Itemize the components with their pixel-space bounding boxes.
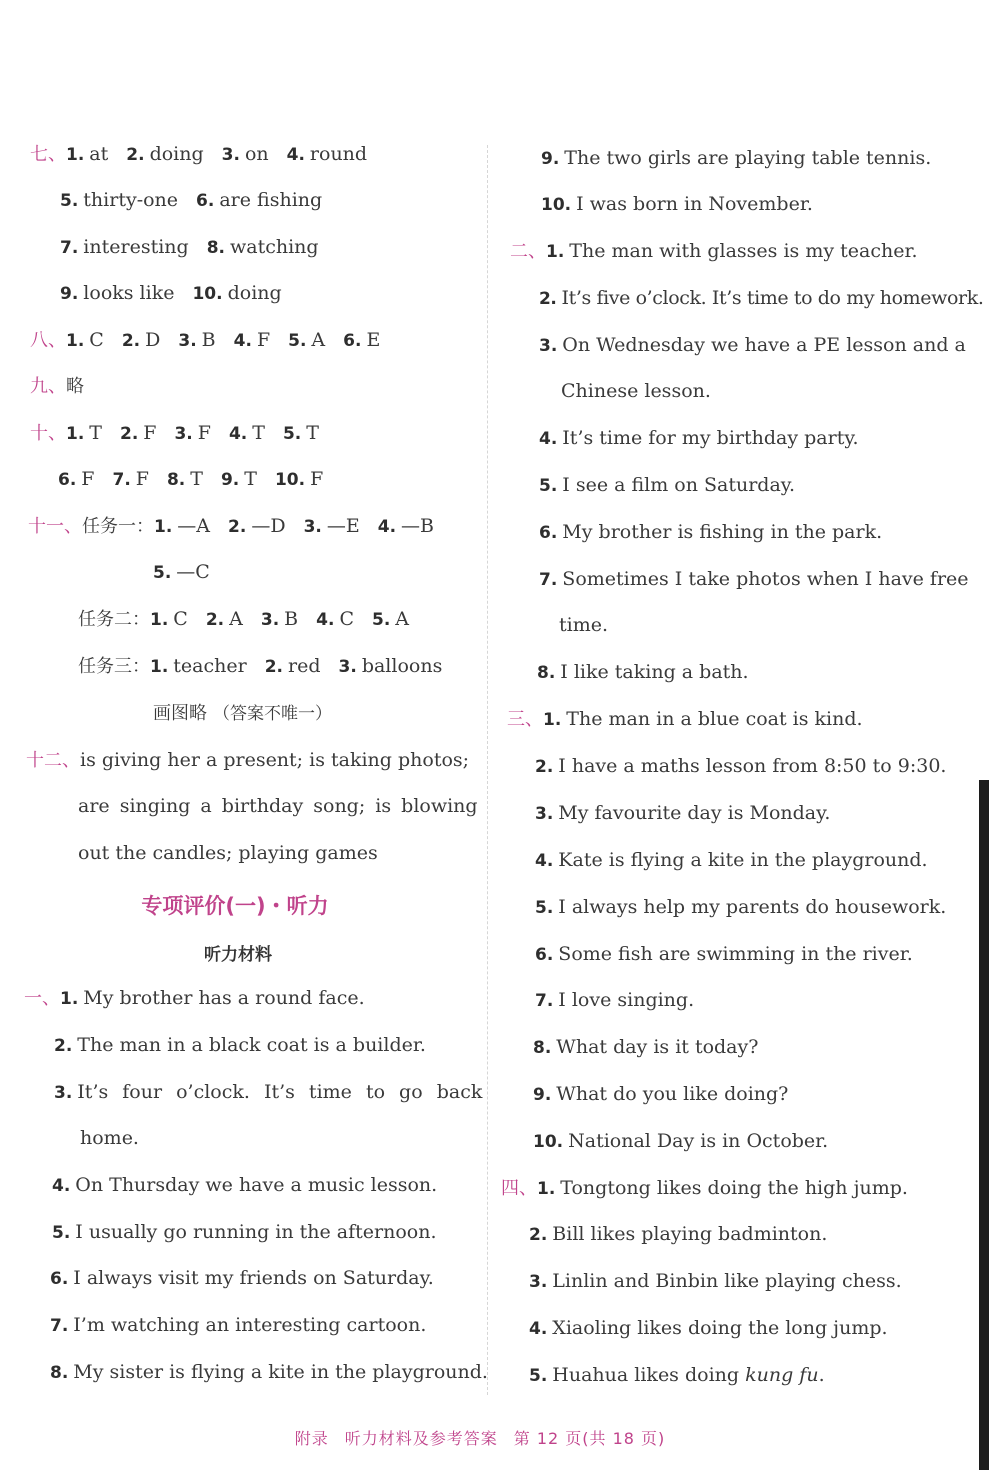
listen4-item-4 [529,1316,888,1341]
item-number: 6. [343,331,362,351]
q11-task3-line [78,654,460,679]
sentence-text: My brother is fishing in the park. [562,521,883,543]
sentence-text: It’s five o’clock. It’s time to do my homework. [561,287,984,309]
q11-task2-line [78,607,427,632]
item-number: 4. [377,517,397,537]
q10-line-1 [30,421,337,446]
listen1-item-5 [52,1220,437,1245]
item-number: 4. [535,851,554,871]
item-number: 10. [541,195,572,215]
answer-text: —E [326,515,360,537]
answer-text: out the candles; playing games [78,842,378,864]
answer-text: doing [227,282,282,304]
q12-line-2 [78,794,478,818]
section-mark: 四、 [501,1178,537,1199]
listen3-item-8 [533,1035,758,1060]
sentence-text: I have a maths lesson from 8:50 to 9:30. [558,755,947,777]
item-number: 8. [166,470,186,490]
italic-term: kung fu [745,1364,819,1386]
answer-text: F [135,468,149,490]
item-number: 4. [529,1319,548,1339]
answer-text: T [306,422,319,444]
item-number: 5. [371,610,391,630]
answer-text: A [311,329,326,351]
q7-line-3 [60,235,337,260]
answer-text: interesting [83,236,189,258]
item-number: 9. [541,149,560,169]
item-number: 9. [220,470,240,490]
listen1-item-10 [541,192,813,217]
item-number: 1. [543,710,562,730]
item-number: 2. [529,1225,548,1245]
listen3-item-2 [535,754,946,779]
q7-line-2 [60,188,340,213]
listen3-item-10 [533,1129,828,1154]
listen1-item-1 [24,986,365,1011]
listen3-item-3 [535,801,830,826]
item-number: 1. [66,424,85,444]
sentence-text: home. [80,1127,139,1149]
answer-text: C [173,608,188,630]
section-mark: 十一、 [28,516,82,537]
q9-line [30,374,84,399]
item-number: 3. [539,336,558,356]
task-label: 任务三： [78,656,150,677]
item-number: 10. [533,1132,564,1152]
answer-text: F [143,422,157,444]
answer-text: F [81,468,95,490]
item-number: 4. [228,424,248,444]
answer-note: （答案不唯一） [213,704,333,724]
item-number: 3. [178,331,197,351]
listen1-item-3 [54,1080,482,1105]
drawing-note: 画图略 [153,703,207,724]
answer-text: on [244,143,269,165]
sentence-end: . [818,1364,825,1386]
sentence-text: What day is it today? [556,1036,759,1058]
sentence-text: I love singing. [558,989,695,1011]
item-number: 1. [150,657,169,677]
answer-text: thirty-one [83,189,179,211]
item-number: 10. [192,284,223,304]
item-number: 9. [533,1085,552,1105]
item-number: 5. [288,331,307,351]
listen1-item-3-cont [80,1126,139,1150]
item-number: 1. [546,242,565,262]
item-number: 3. [221,145,240,165]
item-number: 2. [264,657,284,677]
q7-line-4 [60,281,300,306]
item-number: 7. [539,570,558,590]
answer-text: B [284,608,299,630]
listen3-item-7 [535,988,694,1013]
item-number: 4. [539,429,558,449]
item-number: 3. [535,804,554,824]
item-number: 6. [535,945,554,965]
sentence-text: I always help my parents do housework. [558,896,947,918]
section-mark: 三、 [507,709,543,730]
item-number: 1. [154,517,173,537]
answer-text: doing [149,143,204,165]
column-divider [487,145,488,1395]
item-number: 5. [535,898,554,918]
q11-task1-line-1 [28,514,452,539]
listen3-item-1 [507,707,863,732]
listen2-item-3-cont [561,379,711,403]
item-number: 1. [537,1179,556,1199]
listen1-item-8 [50,1360,488,1385]
answer-text: B [201,329,216,351]
sentence-text: On Thursday we have a music lesson. [75,1174,438,1196]
section-mark: 二、 [510,241,546,262]
sentence-text: Some fish are swimming in the river. [558,943,913,965]
answer-text: F [197,422,211,444]
item-number: 1. [66,331,85,351]
sentence-text: Sometimes I take photos when I have free [562,568,969,590]
sentence-text: I usually go running in the afternoon. [75,1221,437,1243]
listen4-item-1 [501,1176,908,1201]
listen3-item-6 [535,942,913,967]
sentence-text: The man in a blue coat is kind. [566,708,863,730]
sentence-text: My brother has a round face. [83,987,365,1009]
q7-line-1 [30,142,385,167]
item-number: 8. [533,1038,552,1058]
answer-text: C [339,608,354,630]
sentence-text: Tongtong likes doing the high jump. [560,1177,908,1199]
listen2-item-8 [537,660,749,685]
answer-text: balloons [361,655,443,677]
item-number: 4. [52,1176,71,1196]
answer-text: red [288,655,321,677]
sentence-text: My favourite day is Monday. [558,802,831,824]
item-number: 2. [205,610,225,630]
item-number: 2. [535,757,554,777]
sentence-text: It’s time for my birthday party. [562,427,859,449]
sentence-text: What do you like doing? [556,1083,789,1105]
sentence-text: The man with glasses is my teacher. [569,240,918,262]
item-number: 6. [196,191,215,211]
q12-line-1 [26,748,469,773]
listen4-item-2 [529,1222,827,1247]
sentence-text: Xiaoling likes doing the long jump. [552,1317,888,1339]
item-number: 1. [60,989,79,1009]
answer-text: teacher [173,655,247,677]
item-number: 3. [174,424,193,444]
answer-text: C [89,329,104,351]
q12-line-3 [78,841,378,865]
answer-text: —C [176,561,210,583]
section-mark: 七、 [30,144,66,165]
item-number: 1. [150,610,169,630]
answer-text: —D [251,515,286,537]
page-footer [0,1426,960,1449]
listen2-item-5 [539,473,795,498]
scan-edge [979,780,989,1470]
item-number: 5. [52,1223,71,1243]
listen1-item-9 [541,146,931,171]
answer-text: looks like [83,282,175,304]
sentence-text: It’s four o’clock. It’s time to go back [77,1081,483,1103]
section-mark: 八、 [30,330,66,351]
sentence-text: Linlin and Binbin like playing chess. [552,1270,902,1292]
q8-line [30,328,398,353]
section-mark: 十、 [30,423,66,444]
answer-text: is giving her a present; is taking photos; [80,749,470,771]
item-number: 5. [539,476,558,496]
listen4-item-5 [529,1363,825,1388]
footer-title: 听力材料及参考答案 [344,1429,498,1448]
sentence-text: I’m watching an interesting cartoon. [73,1314,427,1336]
item-number: 2. [119,424,139,444]
sentence-text: Chinese lesson. [561,380,711,402]
item-number: 2. [54,1036,73,1056]
section-title: 专项评价(一)・听力 [141,894,329,918]
item-number: 4. [316,610,335,630]
listen2-item-6 [539,520,882,545]
answer-text: are fishing [219,189,323,211]
q10-line-2 [58,467,341,492]
q11-drawing-line [153,701,332,726]
sentence-text: Kate is flying a kite in the playground. [558,849,928,871]
item-number: 7. [112,470,131,490]
footer-page-number: 第 12 页(共 18 页) [513,1429,666,1448]
item-number: 9. [60,284,79,304]
answer-text: T [190,468,203,490]
listen2-item-2 [539,286,983,311]
answer-text: are singing a birthday song; is blowing [78,795,478,817]
item-number: 1. [66,145,85,165]
item-number: 3. [303,517,322,537]
listen3-item-4 [535,848,928,873]
answer-text: T [89,422,102,444]
item-number: 3. [260,610,280,630]
answer-text: E [366,329,381,351]
answer-text: F [310,468,324,490]
answer-text: A [395,608,410,630]
item-number: 6. [50,1269,69,1289]
footer-appendix: 附录 [294,1429,329,1448]
item-number: 4. [286,145,305,165]
answer-text: T [244,468,257,490]
sentence-text: Bill likes playing badminton. [552,1223,828,1245]
item-number: 5. [60,191,79,211]
item-number: 8. [537,663,556,683]
sentence-text: I always visit my friends on Saturday. [73,1267,434,1289]
item-number: 8. [50,1363,69,1383]
answer-text: T [252,422,265,444]
section-subtitle: 听力材料 [204,945,272,965]
section-mark: 九、 [30,376,66,397]
q11-task1-line-2 [153,560,228,585]
listen2-item-3 [539,333,966,358]
listen4-item-3 [529,1269,902,1294]
item-number: 10. [274,470,306,490]
item-number: 3. [529,1272,548,1292]
item-number: 3. [54,1083,73,1103]
task-label: 任务二： [78,609,150,630]
item-number: 6. [58,470,77,490]
section-mark: 十二、 [26,750,80,771]
listen3-item-9 [533,1082,788,1107]
item-number: 2. [126,145,145,165]
listen1-item-7 [50,1313,426,1338]
item-number: 2. [121,331,141,351]
item-number: 7. [60,238,79,258]
task-label: 任务一： [82,516,154,537]
sentence-text: time. [559,614,609,636]
answer-text: F [256,329,271,351]
listen2-item-7 [539,567,969,592]
item-number: 6. [539,523,558,543]
sentence-text: I see a film on Saturday. [562,474,796,496]
listen1-item-4 [52,1173,437,1198]
item-number: 2. [539,289,557,309]
item-number: 3. [338,657,357,677]
item-number: 7. [535,991,554,1011]
sentence-text: Huahua likes doing [552,1364,746,1386]
sentence-text: The man in a black coat is a builder. [77,1034,426,1056]
answer-text: round [309,143,368,165]
answer-text: —A [177,515,211,537]
item-number: 5. [153,563,172,583]
answer-text: —B [401,515,434,537]
answer-text: A [229,608,243,630]
listen1-item-2 [54,1033,426,1058]
item-number: 8. [206,238,225,258]
item-number: 5. [529,1366,548,1386]
sentence-text: The two girls are playing table tennis. [564,147,932,169]
answer-text: at [89,143,109,165]
listen2-item-7-cont [559,613,608,637]
sentence-text: On Wednesday we have a PE lesson and a [562,334,966,356]
sentence-text: I was born in November. [576,193,813,215]
sentence-text: My sister is flying a kite in the playground. [73,1361,488,1383]
answer-text: 略 [66,376,84,397]
listen3-item-5 [535,895,946,920]
item-number: 7. [50,1316,69,1336]
sentence-text: I like taking a bath. [560,661,749,683]
sentence-text: National Day is in October. [568,1130,829,1152]
answer-text: watching [229,236,319,258]
item-number: 5. [282,424,302,444]
answer-text: D [145,329,161,351]
listen1-item-6 [50,1266,434,1291]
listen2-item-1 [510,239,918,264]
section-mark: 一、 [24,988,60,1009]
listen2-item-4 [539,426,859,451]
item-number: 4. [233,331,252,351]
item-number: 2. [228,517,247,537]
